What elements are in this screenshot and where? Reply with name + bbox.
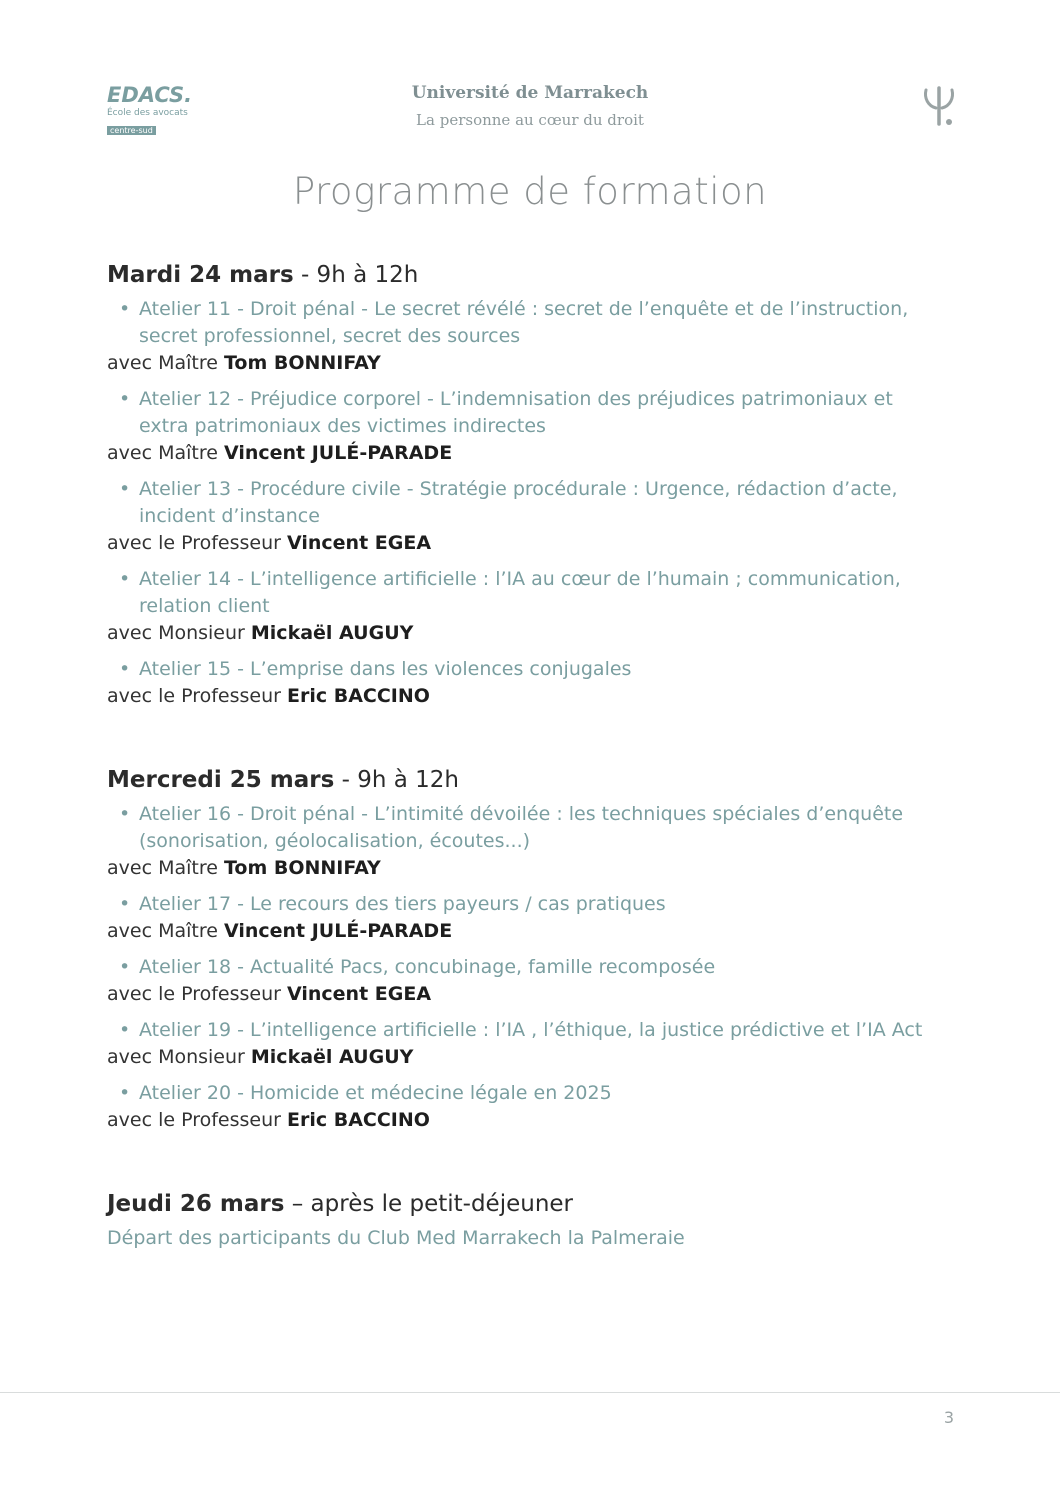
university-tagline: La personne au cœur du droit [416,111,644,129]
speaker-prefix: avec Maître [107,857,224,879]
atelier-item [107,656,947,683]
bullet-icon: • [119,298,131,320]
atelier-item [107,954,947,981]
atelier-title: Atelier 14 - L’intelligence artificielle : l’IA au cœur de l’humain ; communication, relation client [139,568,901,617]
bullet-icon: • [119,658,131,680]
atelier-speaker [107,855,947,882]
departure-note: Départ des participants du Club Med Marrakech la Palmeraie [107,1227,685,1249]
section-spacer [107,1143,947,1189]
bullet-icon: • [119,803,131,825]
speaker-prefix: avec Monsieur [107,1046,251,1068]
speaker-prefix: avec Monsieur [107,622,251,644]
atelier-speaker [107,440,947,467]
bullet-icon: • [119,1082,131,1104]
logo-name: EDACS. [107,83,193,107]
speaker-name: Vincent EGEA [286,532,432,554]
trident-icon [918,84,958,132]
bullet-icon: • [119,568,131,590]
logo-tag: centre-sud [107,126,156,135]
speaker-prefix: avec Maître [107,352,224,374]
atelier-item [107,1080,947,1107]
speaker-prefix: avec le Professeur [107,983,287,1005]
speaker-name: Eric BACCINO [286,1109,430,1131]
atelier-title: Atelier 17 - Le recours des tiers payeurs / cas pratiques [139,893,666,915]
bullet-icon: • [119,1019,131,1041]
speaker-prefix: avec Maître [107,442,224,464]
atelier-title: Atelier 18 - Actualité Pacs, concubinage, famille recomposée [139,956,716,978]
bullet-icon: • [119,478,131,500]
speaker-name: Tom BONNIFAY [223,857,381,879]
final-day-heading [107,1189,947,1219]
atelier-speaker [107,683,947,710]
atelier-item [107,386,947,440]
atelier-speaker [107,350,947,377]
atelier-speaker [107,918,947,945]
atelier-item [107,476,947,530]
atelier-item [107,1017,947,1044]
atelier-speaker [107,1107,947,1134]
university-header [330,82,730,130]
atelier-title: Atelier 12 - Préjudice corporel - L’indemnisation des préjudices patrimoniaux et extra patrimoniaux des victimes indirectes [139,388,893,437]
atelier-speaker [107,1044,947,1071]
atelier-title: Atelier 15 - L’emprise dans les violences conjugales [139,658,632,680]
day-heading [107,260,947,290]
atelier-speaker [107,530,947,557]
speaker-name: Tom BONNIFAY [223,352,381,374]
atelier-speaker [107,981,947,1008]
atelier-item [107,801,947,855]
day-time: - 9h à 12h [334,767,459,793]
page-number: 3 [943,1408,954,1427]
atelier-title: Atelier 11 - Droit pénal - Le secret révélé : secret de l’enquête et de l’instruction, secret professionnel, secret des sources [139,298,909,347]
speaker-name: Mickaël AUGUY [250,1046,414,1068]
atelier-title: Atelier 13 - Procédure civile - Stratégie procédurale : Urgence, rédaction d’acte, incident d’instance [139,478,898,527]
speaker-prefix: avec Maître [107,920,224,942]
atelier-item [107,296,947,350]
atelier-speaker [107,620,947,647]
bullet-icon: • [119,893,131,915]
footer-divider [0,1392,1060,1393]
speaker-prefix: avec le Professeur [107,532,287,554]
day-date: Mardi 24 mars [107,262,294,288]
section-spacer [107,719,947,765]
university-title: Université de Marrakech [411,83,649,103]
atelier-title: Atelier 20 - Homicide et médecine légale en 2025 [139,1082,612,1104]
bullet-icon: • [119,388,131,410]
speaker-name: Eric BACCINO [286,685,430,707]
speaker-prefix: avec le Professeur [107,685,287,707]
atelier-title: Atelier 16 - Droit pénal - L’intimité dévoilée : les techniques spéciales d’enquête (sonorisation, géolocalisation, écoutes...) [139,803,904,852]
speaker-name: Vincent JULÉ-PARADE [223,920,453,942]
speaker-name: Vincent JULÉ-PARADE [223,442,453,464]
logo-subtitle: École des avocats [107,108,188,118]
day-time: - 9h à 12h [293,262,419,288]
edacs-logo [107,84,217,137]
speaker-prefix: avec le Professeur [107,1109,287,1131]
final-day-time: – après le petit-déjeuner [284,1191,574,1217]
final-day-date: Jeudi 26 mars [107,1191,285,1217]
day-date: Mercredi 25 mars [107,767,335,793]
day-heading [107,765,947,795]
programme-content [107,260,947,1252]
atelier-item [107,566,947,620]
bullet-icon: • [119,956,131,978]
speaker-name: Mickaël AUGUY [250,622,414,644]
speaker-name: Vincent EGEA [286,983,432,1005]
atelier-title: Atelier 19 - L’intelligence artificielle : l’IA , l’éthique, la justice prédictive et l’IA Act [139,1019,923,1041]
page-title: Programme de formation [292,170,768,213]
atelier-item [107,891,947,918]
